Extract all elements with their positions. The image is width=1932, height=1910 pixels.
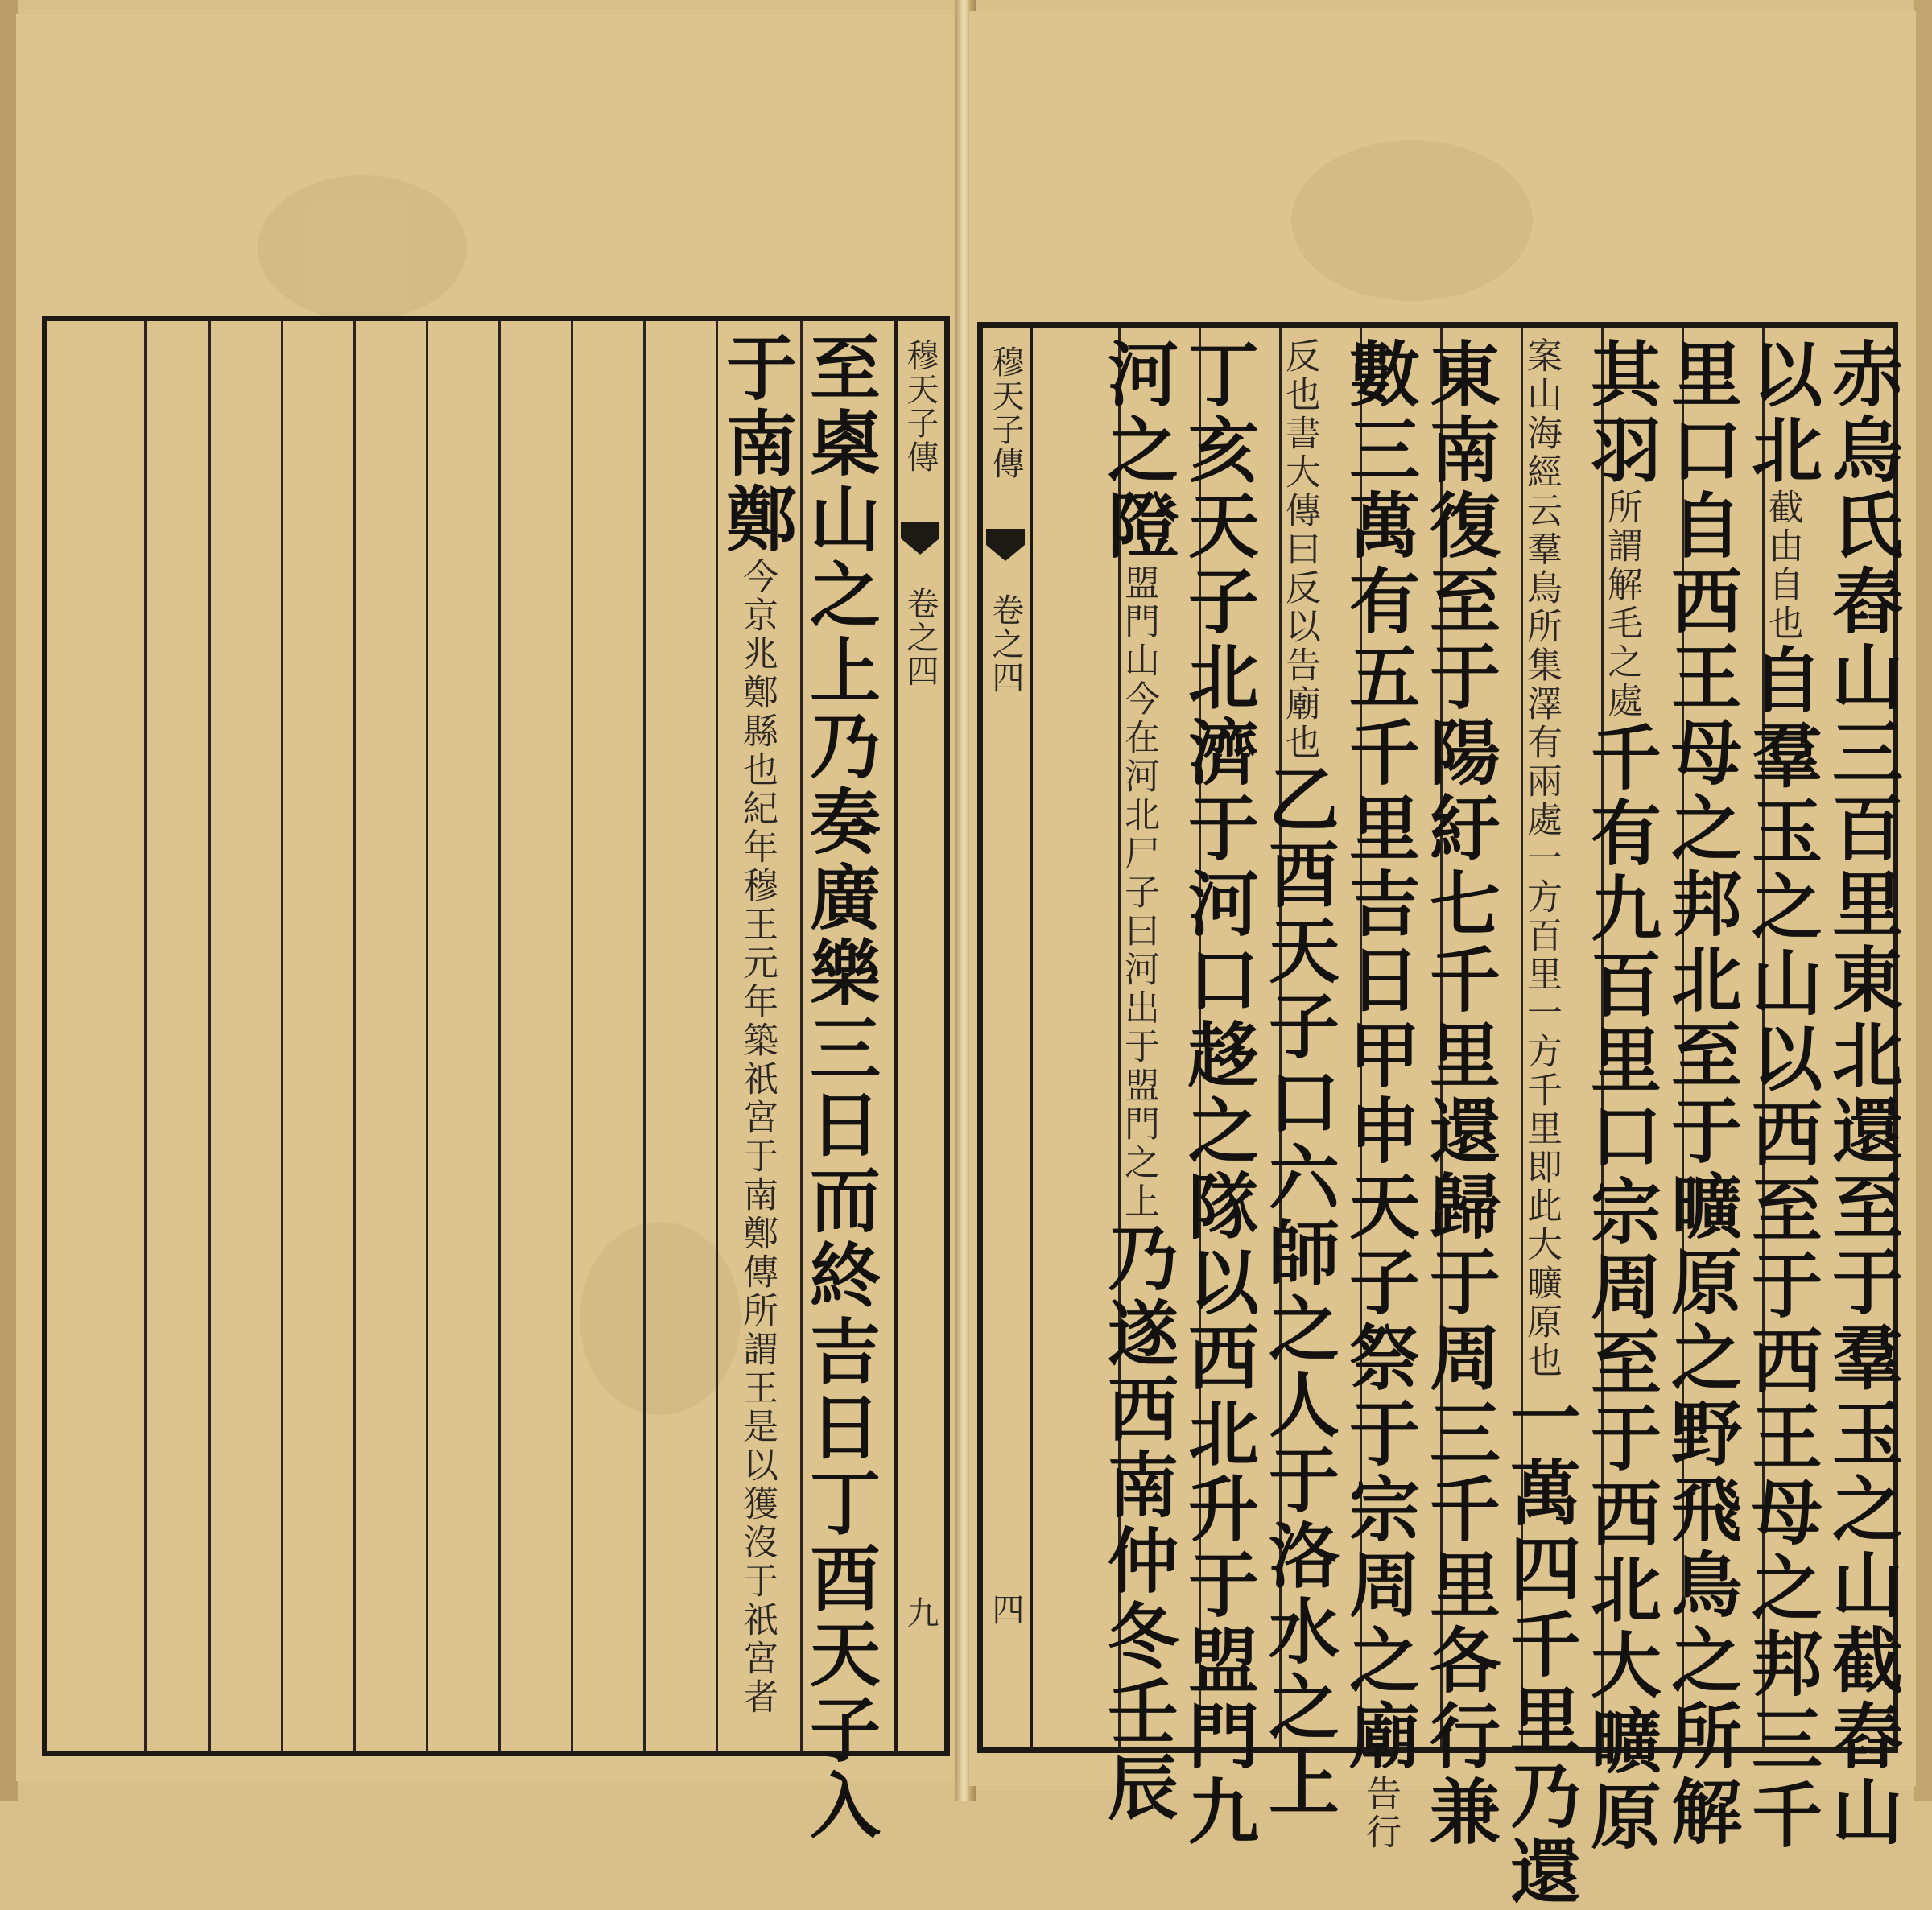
main-text: 東南復至于陽紆七千里還歸于周三千里各行兼 <box>1418 337 1502 1850</box>
text-column-4 <box>1579 337 1663 1855</box>
column-rule <box>643 321 646 1751</box>
text-column-5 <box>1499 337 1583 1910</box>
commentary-note: 盟門山今在河北尸子曰河出于盟門之上 <box>1118 564 1159 1221</box>
page-stack-edge-left <box>0 0 18 1801</box>
text-column-1 <box>799 331 882 1844</box>
right-page-frame <box>977 322 1905 1910</box>
paper-stain <box>1291 140 1533 301</box>
text-column-2 <box>1740 337 1824 1854</box>
main-text: 數三萬有五千里吉日甲申天子祭于宗周之廟 <box>1338 337 1422 1775</box>
text-column-3 <box>1660 337 1744 1850</box>
commentary-note: 反也書大傳曰反以告廟也 <box>1279 337 1320 762</box>
column-rule <box>498 321 501 1751</box>
text-column-1 <box>1821 337 1905 1850</box>
text-column-7 <box>1338 337 1422 1852</box>
banxin-title: 穆天子傳 <box>902 339 939 474</box>
main-text: 千有九百里口宗周至于西北大曠原 <box>1579 720 1663 1855</box>
main-text: 赤烏氏舂山三百里東北還至于羣玉之山截舂山 <box>1821 337 1905 1850</box>
column-rule <box>353 321 356 1751</box>
main-text: 丁亥天子北濟于河口趍之隊以西北升于盟門九 <box>1177 337 1261 1850</box>
column-rule <box>571 321 573 1751</box>
banxin-juan: 卷之四 <box>987 593 1024 695</box>
commentary-note: 所謂解毛之處 <box>1601 489 1642 720</box>
banxin-juan: 卷之四 <box>902 587 939 688</box>
left-banxin <box>894 321 944 1751</box>
page-stack-edge-right <box>1914 0 1932 1801</box>
main-text: 里口自西王母之邦北至于曠原之野飛鳥之所解 <box>1660 337 1744 1850</box>
fishtail-mark-icon <box>986 529 1025 567</box>
text-column-9 <box>1177 337 1261 1850</box>
main-text: 其羽 <box>1579 337 1663 489</box>
column-rule <box>144 321 147 1751</box>
commentary-note: 截由自也 <box>1762 489 1803 643</box>
main-text: 乙酉天子口六師之人于洛水之上 <box>1257 762 1341 1821</box>
right-banxin <box>983 328 1033 1747</box>
main-text: 于南鄭 <box>715 331 799 558</box>
banxin-title: 穆天子傳 <box>987 345 1024 481</box>
main-text: 自羣玉之山以西至于西王母之邦三千 <box>1740 643 1824 1854</box>
column-rule <box>281 321 283 1751</box>
commentary-note: 告行 <box>1360 1775 1401 1852</box>
banxin-folio: 九 <box>902 1596 939 1630</box>
text-column-6 <box>1418 337 1502 1850</box>
commentary-note: 今京兆鄭縣也紀年穆王元年築祇宮于南鄭傳所謂王是以獲沒于祇宮者 <box>737 558 778 1717</box>
main-text: 乃遂西南仲冬壬辰 <box>1096 1221 1180 1826</box>
left-page-frame <box>42 316 950 1844</box>
text-column-8 <box>1257 337 1341 1821</box>
main-text: 一萬四千里乃還 <box>1499 1380 1583 1910</box>
main-text: 河之隥 <box>1096 337 1180 564</box>
banxin-folio: 四 <box>987 1593 1024 1627</box>
fishtail-mark-icon <box>901 522 939 561</box>
paper-stain <box>258 175 467 320</box>
text-column-10 <box>1096 337 1180 1826</box>
commentary-note: 案山海經云羣鳥所集澤有兩處一方百里一方千里即此大曠原也 <box>1521 337 1562 1380</box>
column-rule <box>208 321 211 1751</box>
column-rule <box>426 321 428 1751</box>
main-text: 至㮚山之上乃奏廣樂三日而終吉日丁酉天子入 <box>799 331 882 1844</box>
main-text: 以北 <box>1740 337 1824 489</box>
text-column-2 <box>715 331 799 1731</box>
